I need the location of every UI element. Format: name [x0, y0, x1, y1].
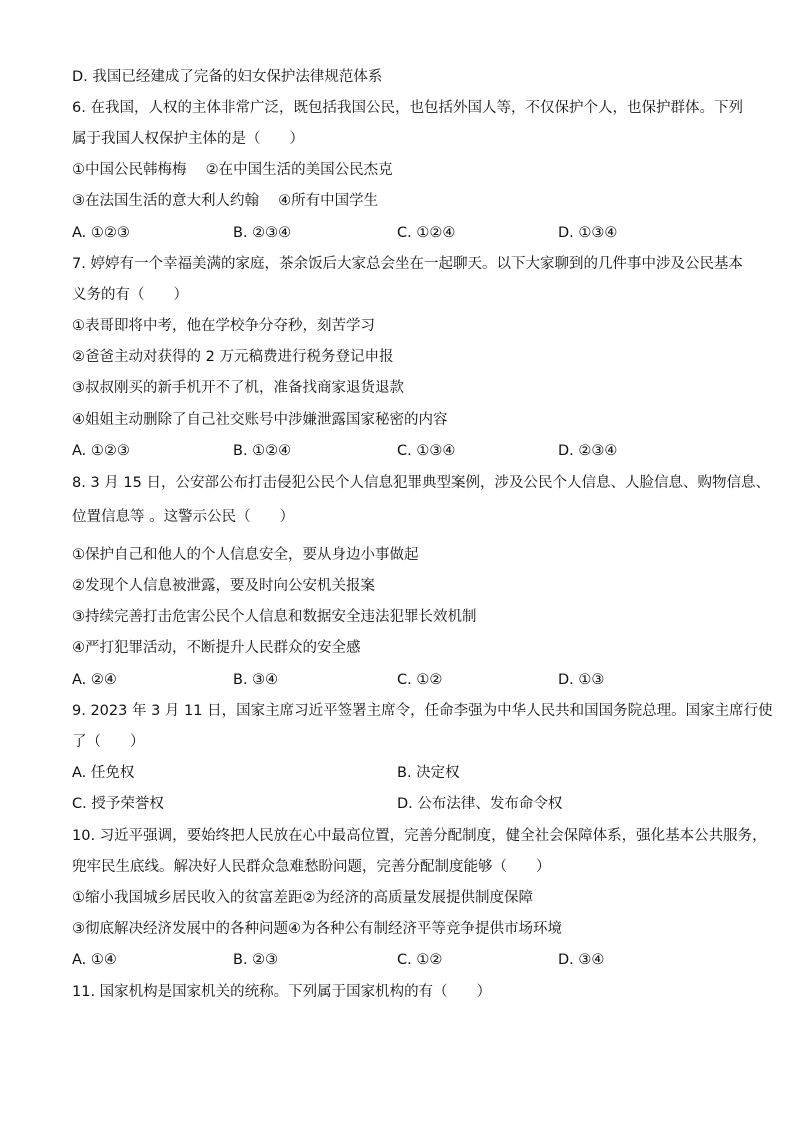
q10-statement-1: ①缩小我国城乡居民收入的贫富差距②为经济的高质量发展提供制度保障: [72, 890, 533, 906]
q9-option-a: A. 任免权: [72, 765, 135, 781]
q8-option-a: A. ②④: [72, 672, 117, 688]
q8-stem-line2: 位置信息等 。这警示公民（ ）: [72, 509, 295, 525]
q6-statement-1: ①中国公民韩梅梅 ②在中国生活的美国公民杰克: [72, 162, 393, 178]
q6-statement-2: ③在法国生活的意大利人约翰 ④所有中国学生: [72, 193, 379, 209]
q6-option-c: C. ①②④: [397, 225, 456, 241]
q10-stem-line1: 10. 习近平强调，要始终把人民放在心中最高位置，完善分配制度，健全社会保障体系，强化基本公共服务，: [72, 828, 767, 844]
q9-stem-line1: 9. 2023 年 3 月 11 日，国家主席习近平签署主席令，任命李强为中华人民共和国国务院总理。国家主席行使: [72, 703, 773, 719]
q7-option-c: C. ①③④: [397, 443, 456, 459]
q6-stem-line1: 6. 在我国，人权的主体非常广泛，既包括我国公民，也包括外国人等，不仅保护个人，也保护群体。下列: [72, 100, 743, 116]
q6-option-a: A. ①②③: [72, 225, 130, 241]
q9-option-b: B. 决定权: [397, 765, 460, 781]
q7-option-a: A. ①②③: [72, 443, 130, 459]
q8-option-d: D. ①③: [558, 672, 605, 688]
q10-option-b: B. ②③: [233, 952, 279, 968]
q7-stem-line1: 7. 婷婷有一个幸福美满的家庭，茶余饭后大家总会坐在一起聊天。以下大家聊到的几件事中涉及公民基本: [72, 256, 743, 272]
q8-stem-line1: 8. 3 月 15 日，公安部公布打击侵犯公民个人信息犯罪典型案例，涉及公民个人信息、人脸信息、购物信息、: [72, 475, 770, 491]
q9-option-c: C. 授予荣誉权: [72, 796, 164, 812]
q6-option-d: D. ①③④: [558, 225, 618, 241]
q8-statement-1: ①保护自己和他人的个人信息安全，要从身边小事做起: [72, 547, 419, 563]
q9-option-d: D. 公布法律、发布命令权: [397, 796, 563, 812]
q8-statement-3: ③持续完善打击危害公民个人信息和数据安全违法犯罪长效机制: [72, 609, 477, 625]
q8-statement-2: ②发现个人信息被泄露，要及时向公安机关报案: [72, 578, 375, 594]
q10-statement-2: ③彻底解决经济发展中的各种问题④为各种公有制经济平等竞争提供市场环境: [72, 921, 562, 937]
q8-option-c: C. ①②: [397, 672, 443, 688]
q7-option-d: D. ②③④: [558, 443, 618, 459]
q10-stem-line2: 兜牢民生底线。解决好人民群众急难愁盼问题，完善分配制度能够（ ）: [72, 859, 551, 875]
q6-option-b: B. ②③④: [233, 225, 292, 241]
q10-option-c: C. ①②: [397, 952, 443, 968]
q8-statement-4: ④严打犯罪活动，不断提升人民群众的安全感: [72, 640, 361, 656]
q10-option-d: D. ③④: [558, 952, 605, 968]
q8-option-b: B. ③④: [233, 672, 279, 688]
q10-option-a: A. ①④: [72, 952, 117, 968]
q7-stem-line2: 义务的有（ ）: [72, 287, 188, 303]
q7-statement-2: ②爸爸主动对获得的 2 万元稿费进行税务登记申报: [72, 349, 394, 365]
q11-stem-line1: 11. 国家机构是国家机关的统称。下列属于国家机构的有（ ）: [72, 984, 492, 1000]
q7-statement-1: ①表哥即将中考，他在学校争分夺秒，刻苦学习: [72, 318, 375, 334]
q6-stem-line2: 属于我国人权保护主体的是（ ）: [72, 131, 304, 147]
q7-option-b: B. ①②④: [233, 443, 292, 459]
q5-option-d: D. 我国已经建成了完备的妇女保护法律规范体系: [72, 69, 383, 85]
q7-statement-3: ③叔叔刚买的新手机开不了机，准备找商家退货退款: [72, 380, 404, 396]
q9-stem-line2: 了（ ）: [72, 734, 145, 750]
q7-statement-4: ④姐姐主动删除了自己社交账号中涉嫌泄露国家秘密的内容: [72, 412, 448, 428]
